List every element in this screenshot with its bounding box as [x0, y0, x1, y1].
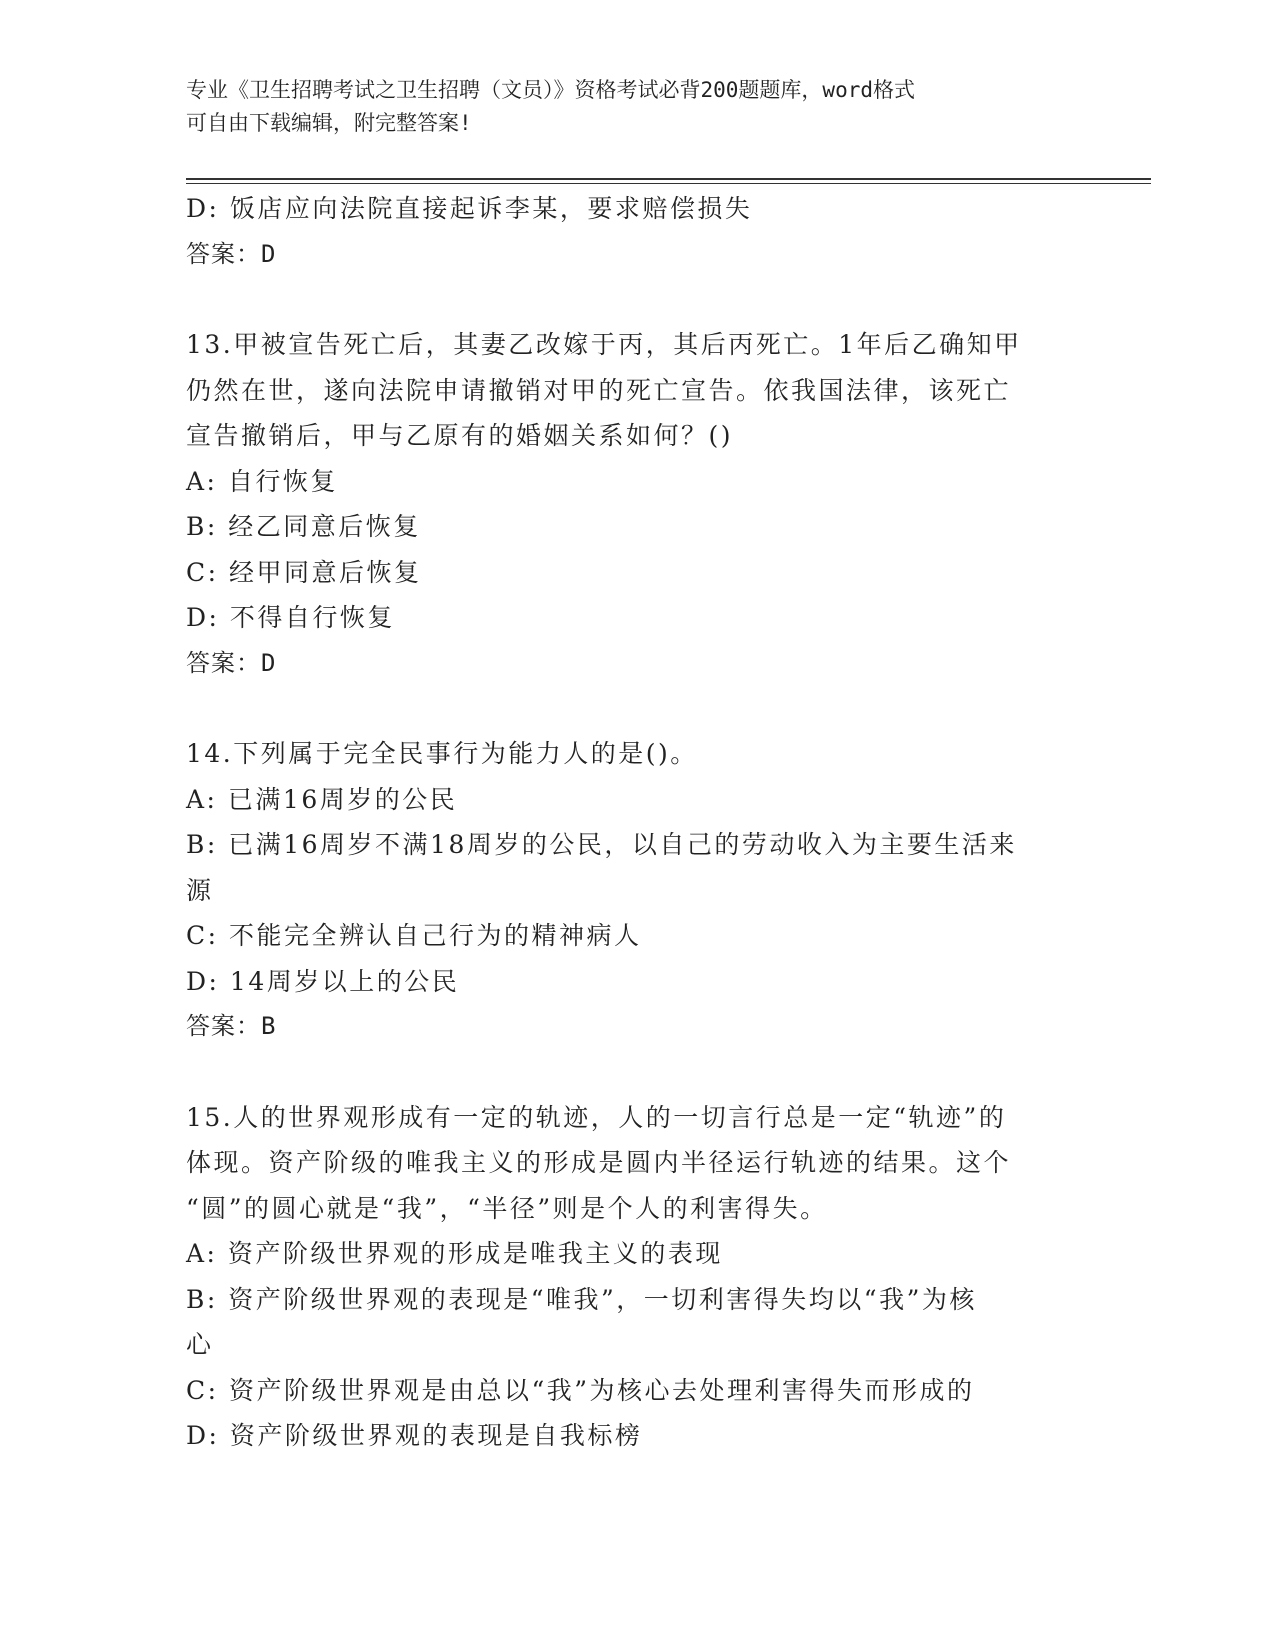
option-b: B: 已满16周岁不满18周岁的公民，以自己的劳动收入为主要生活来 [186, 830, 1017, 859]
question-13 [186, 322, 1126, 686]
question-stem-line: 14.下列属于完全民事行为能力人的是()。 [186, 739, 698, 768]
question-stem-line: 仍然在世，遂向法院申请撤销对甲的死亡宣告。依我国法律，该死亡 [186, 375, 1012, 405]
question-stem-line: 体现。资产阶级的唯我主义的形成是圆内半径运行轨迹的结果。这个 [186, 1148, 1012, 1177]
question-stem-line: 宣告撤销后，甲与乙原有的婚姻关系如何？() [186, 421, 734, 450]
option-c: C: 经甲同意后恢复 [186, 557, 422, 587]
option-a: A: 已满16周岁的公民 [186, 784, 458, 814]
question-stem-line: 13.甲被宣告死亡后，其妻乙改嫁于丙，其后丙死亡。1年后乙确知甲 [186, 330, 1022, 359]
spacer [186, 686, 1126, 731]
question-15 [186, 1095, 1126, 1459]
option-d: D: 资产阶级世界观的表现是自我标榜 [186, 1421, 643, 1450]
option-d: D: 14周岁以上的公民 [186, 966, 460, 996]
question-fragment [186, 186, 1126, 277]
question-14 [186, 731, 1126, 1050]
option-b: B: 经乙同意后恢复 [186, 512, 421, 541]
option-c: C: 资产阶级世界观是由总以“我”为核心去处理利害得失而形成的 [186, 1375, 975, 1405]
answer-line: 答案：D [186, 648, 277, 677]
option-b-continued: 心 [186, 1330, 214, 1359]
option-d: D: 不得自行恢复 [186, 603, 395, 632]
header-divider-thick [186, 178, 1151, 180]
option-d: D: 饭店应向法院直接起诉李某，要求赔偿损失 [186, 194, 753, 223]
question-stem-line: 15.人的世界观形成有一定的轨迹，人的一切言行总是一定“轨迹”的 [186, 1102, 1007, 1132]
header-divider-thin [186, 183, 1151, 184]
question-stem-line: “圆”的圆心就是“我”，“半径”则是个人的利害得失。 [186, 1193, 828, 1223]
answer-line: 答案：D [186, 239, 277, 268]
answer-line: 答案：B [186, 1012, 277, 1040]
option-b-continued: 源 [186, 875, 214, 905]
header-title-line-1: 专业《卫生招聘考试之卫生招聘（文员）》资格考试必背200题题库，word格式 [186, 78, 915, 102]
document-body [186, 186, 1126, 1459]
option-a: A: 资产阶级世界观的形成是唯我主义的表现 [186, 1239, 723, 1268]
option-c: C: 不能完全辨认自己行为的精神病人 [186, 921, 642, 950]
spacer [186, 277, 1126, 322]
option-a: A: 自行恢复 [186, 466, 338, 496]
option-b: B: 资产阶级世界观的表现是“唯我”，一切利害得失均以“我”为核 [186, 1284, 977, 1314]
spacer [186, 1050, 1126, 1095]
document-header [186, 74, 1086, 140]
header-title-line-2: 可自由下载编辑，附完整答案! [186, 111, 472, 135]
